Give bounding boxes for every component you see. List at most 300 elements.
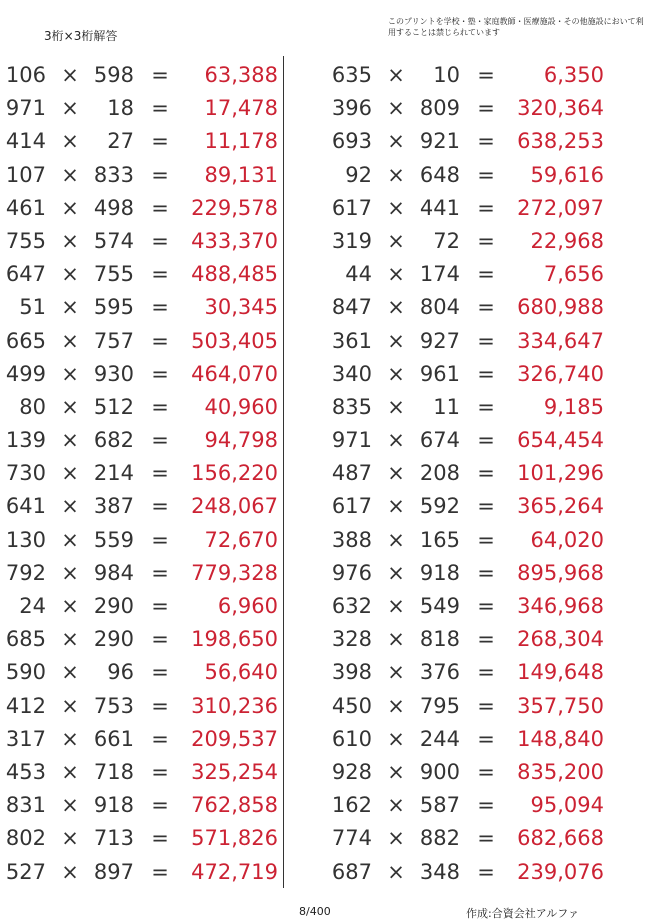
answer: 17,478 (204, 96, 278, 121)
answer: 503,405 (191, 328, 278, 353)
multiplicand: 730 (5, 461, 46, 486)
multiplier: 984 (93, 560, 134, 585)
equals-sign: = (477, 461, 495, 486)
answer: 94,798 (204, 428, 278, 453)
equals-sign: = (477, 262, 495, 287)
multiplier: 713 (93, 826, 134, 851)
problem-row (326, 258, 606, 291)
answer: 346,968 (517, 594, 604, 618)
multiplicand: 835 (331, 394, 372, 419)
multiplicand: 774 (331, 826, 372, 851)
multiplier: 27 (107, 129, 134, 154)
problem-row (326, 225, 606, 258)
usage-notice: このプリントを学校・塾・家庭教師・医療施設・その他施設において利用することは禁じられています (388, 17, 644, 37)
multiplier: 897 (93, 859, 134, 884)
answer: 59,616 (530, 162, 604, 187)
problem-row (0, 690, 280, 723)
times-sign: × (61, 96, 79, 121)
equals-sign: = (477, 793, 495, 818)
multiplier: 757 (93, 328, 134, 353)
multiplicand: 450 (331, 693, 372, 718)
multiplicand: 693 (331, 129, 372, 154)
equals-sign: = (151, 660, 169, 685)
problem-row (0, 822, 280, 855)
multiplicand: 665 (5, 328, 46, 353)
equals-sign: = (151, 826, 169, 851)
answer: 198,650 (191, 627, 278, 652)
multiplicand: 647 (5, 262, 46, 287)
times-sign: × (61, 361, 79, 386)
multiplicand: 802 (5, 826, 46, 851)
multiplicand: 632 (331, 594, 372, 618)
multiplier: 900 (419, 759, 460, 784)
times-sign: × (387, 660, 405, 685)
times-sign: × (387, 627, 405, 652)
multiplicand: 487 (331, 461, 372, 486)
multiplier: 718 (93, 759, 134, 784)
problem-row (326, 656, 606, 689)
problem-row (326, 623, 606, 656)
multiplicand: 610 (331, 726, 372, 751)
multiplier: 755 (93, 262, 134, 287)
answer: 149,648 (517, 660, 604, 685)
answer: 101,296 (517, 461, 604, 486)
multiplicand: 44 (345, 262, 372, 287)
multiplier: 918 (93, 793, 134, 818)
times-sign: × (387, 560, 405, 585)
answer: 325,254 (191, 759, 278, 784)
times-sign: × (61, 527, 79, 552)
times-sign: × (387, 361, 405, 386)
equals-sign: = (151, 228, 169, 253)
answer: 320,364 (517, 96, 604, 121)
multiplicand: 130 (5, 527, 46, 552)
times-sign: × (387, 195, 405, 220)
multiplier: 587 (419, 793, 460, 818)
problem-row (0, 391, 280, 424)
multiplier: 927 (419, 328, 460, 353)
equals-sign: = (151, 726, 169, 751)
problem-row (326, 557, 606, 590)
multiplier: 882 (419, 826, 460, 851)
equals-sign: = (151, 63, 169, 87)
times-sign: × (61, 494, 79, 519)
times-sign: × (61, 826, 79, 851)
answer: 638,253 (517, 129, 604, 154)
page-number: 8/400 (299, 905, 331, 918)
multiplicand: 162 (331, 793, 372, 818)
equals-sign: = (477, 129, 495, 154)
multiplier: 208 (419, 461, 460, 486)
problem-row (0, 524, 280, 557)
problem-row (0, 59, 280, 92)
multiplier: 165 (419, 527, 460, 552)
equals-sign: = (477, 859, 495, 884)
times-sign: × (61, 262, 79, 287)
multiplier: 930 (93, 361, 134, 386)
multiplier: 72 (433, 228, 460, 253)
times-sign: × (387, 262, 405, 287)
equals-sign: = (151, 594, 169, 618)
problem-row (0, 756, 280, 789)
multiplier: 290 (93, 594, 134, 618)
times-sign: × (61, 594, 79, 618)
equals-sign: = (151, 129, 169, 154)
times-sign: × (387, 693, 405, 718)
equals-sign: = (151, 96, 169, 121)
multiplicand: 361 (331, 328, 372, 353)
multiplicand: 398 (331, 660, 372, 685)
multiplier: 96 (107, 660, 134, 685)
multiplier: 595 (93, 295, 134, 320)
multiplicand: 971 (5, 96, 46, 121)
answer: 6,350 (543, 63, 604, 87)
problem-row (0, 92, 280, 125)
problem-row (326, 391, 606, 424)
equals-sign: = (151, 759, 169, 784)
multiplier: 244 (419, 726, 460, 751)
multiplicand: 412 (5, 693, 46, 718)
multiplicand: 106 (5, 63, 46, 87)
answer: 72,670 (204, 527, 278, 552)
times-sign: × (387, 494, 405, 519)
multiplicand: 396 (331, 96, 372, 121)
equals-sign: = (151, 627, 169, 652)
times-sign: × (61, 726, 79, 751)
multiplicand: 617 (331, 494, 372, 519)
multiplier: 809 (419, 96, 460, 121)
problem-row (326, 524, 606, 557)
multiplicand: 590 (5, 660, 46, 685)
equals-sign: = (477, 361, 495, 386)
times-sign: × (387, 96, 405, 121)
multiplier: 376 (419, 660, 460, 685)
answer: 680,988 (517, 295, 604, 320)
times-sign: × (61, 328, 79, 353)
equals-sign: = (477, 328, 495, 353)
multiplier: 795 (419, 693, 460, 718)
multiplicand: 414 (5, 129, 46, 154)
multiplicand: 453 (5, 759, 46, 784)
multiplicand: 641 (5, 494, 46, 519)
answer: 762,858 (191, 793, 278, 818)
problem-row (326, 358, 606, 391)
problem-row (0, 291, 280, 324)
problem-row (0, 457, 280, 490)
multiplicand: 24 (19, 594, 46, 618)
problem-row (0, 656, 280, 689)
answer: 7,656 (543, 262, 604, 287)
answer: 571,826 (191, 826, 278, 851)
equals-sign: = (477, 826, 495, 851)
times-sign: × (61, 162, 79, 187)
times-sign: × (61, 627, 79, 652)
times-sign: × (387, 228, 405, 253)
answer: 11,178 (204, 129, 278, 154)
times-sign: × (387, 63, 405, 87)
problem-row (0, 424, 280, 457)
problem-row (326, 325, 606, 358)
problem-row (0, 856, 280, 889)
multiplicand: 340 (331, 361, 372, 386)
multiplier: 818 (419, 627, 460, 652)
equals-sign: = (151, 361, 169, 386)
equals-sign: = (151, 494, 169, 519)
answer: 464,070 (191, 361, 278, 386)
equals-sign: = (477, 63, 495, 87)
problem-row (0, 590, 280, 623)
equals-sign: = (477, 96, 495, 121)
equals-sign: = (477, 162, 495, 187)
multiplier: 833 (93, 162, 134, 187)
problem-row (0, 557, 280, 590)
multiplicand: 319 (331, 228, 372, 253)
times-sign: × (61, 660, 79, 685)
equals-sign: = (477, 693, 495, 718)
multiplier: 549 (419, 594, 460, 618)
problem-row (0, 125, 280, 158)
multiplier: 918 (419, 560, 460, 585)
problem-row (0, 723, 280, 756)
equals-sign: = (477, 594, 495, 618)
problem-row (0, 225, 280, 258)
answer: 365,264 (517, 494, 604, 519)
answer: 310,236 (191, 693, 278, 718)
multiplier: 921 (419, 129, 460, 154)
problem-row (326, 92, 606, 125)
answer: 229,578 (191, 195, 278, 220)
answer: 30,345 (204, 295, 278, 320)
problem-row (326, 192, 606, 225)
problem-row (326, 723, 606, 756)
times-sign: × (61, 859, 79, 884)
answer: 9,185 (543, 394, 604, 419)
answer: 835,200 (517, 759, 604, 784)
multiplier: 10 (433, 63, 460, 87)
answer: 63,388 (204, 63, 278, 87)
times-sign: × (387, 129, 405, 154)
problem-row (326, 789, 606, 822)
multiplicand: 976 (331, 560, 372, 585)
problem-row (0, 258, 280, 291)
times-sign: × (387, 328, 405, 353)
answer: 895,968 (517, 560, 604, 585)
problem-row (0, 490, 280, 523)
equals-sign: = (477, 195, 495, 220)
multiplicand: 635 (331, 63, 372, 87)
multiplicand: 755 (5, 228, 46, 253)
page-title: 3桁×3桁解答 (44, 29, 118, 43)
multiplicand: 328 (331, 627, 372, 652)
multiplier: 18 (107, 96, 134, 121)
equals-sign: = (151, 693, 169, 718)
answer: 334,647 (517, 328, 604, 353)
answer: 22,968 (530, 228, 604, 253)
equals-sign: = (477, 428, 495, 453)
times-sign: × (387, 793, 405, 818)
problem-row (0, 325, 280, 358)
equals-sign: = (151, 461, 169, 486)
equals-sign: = (477, 494, 495, 519)
multiplier: 441 (419, 195, 460, 220)
right-problem-column (326, 59, 606, 889)
problem-row (326, 690, 606, 723)
multiplicand: 499 (5, 361, 46, 386)
equals-sign: = (477, 228, 495, 253)
answer: 148,840 (517, 726, 604, 751)
equals-sign: = (477, 560, 495, 585)
times-sign: × (61, 63, 79, 87)
times-sign: × (387, 527, 405, 552)
multiplier: 512 (93, 394, 134, 419)
multiplier: 961 (419, 361, 460, 386)
problem-row (326, 291, 606, 324)
multiplier: 290 (93, 627, 134, 652)
problem-row (0, 159, 280, 192)
equals-sign: = (477, 726, 495, 751)
equals-sign: = (477, 394, 495, 419)
multiplier: 574 (93, 228, 134, 253)
equals-sign: = (151, 394, 169, 419)
multiplicand: 685 (5, 627, 46, 652)
equals-sign: = (151, 793, 169, 818)
answer: 95,094 (530, 793, 604, 818)
times-sign: × (61, 693, 79, 718)
equals-sign: = (477, 627, 495, 652)
times-sign: × (61, 461, 79, 486)
equals-sign: = (151, 859, 169, 884)
multiplier: 598 (93, 63, 134, 87)
times-sign: × (61, 129, 79, 154)
times-sign: × (61, 759, 79, 784)
answer: 654,454 (517, 428, 604, 453)
multiplier: 804 (419, 295, 460, 320)
times-sign: × (387, 295, 405, 320)
times-sign: × (387, 726, 405, 751)
times-sign: × (61, 560, 79, 585)
multiplicand: 792 (5, 560, 46, 585)
multiplicand: 51 (19, 295, 46, 320)
multiplicand: 461 (5, 195, 46, 220)
multiplicand: 107 (5, 162, 46, 187)
times-sign: × (61, 793, 79, 818)
problem-row (326, 424, 606, 457)
times-sign: × (61, 195, 79, 220)
multiplicand: 928 (331, 759, 372, 784)
publisher-credit: 作成:合資会社アルファ (466, 907, 580, 920)
times-sign: × (387, 826, 405, 851)
equals-sign: = (151, 195, 169, 220)
problem-row (326, 822, 606, 855)
multiplier: 348 (419, 859, 460, 884)
answer: 64,020 (530, 527, 604, 552)
equals-sign: = (151, 162, 169, 187)
problem-row (326, 490, 606, 523)
multiplicand: 847 (331, 295, 372, 320)
answer: 6,960 (217, 594, 278, 618)
column-divider (283, 56, 284, 888)
equals-sign: = (477, 759, 495, 784)
answer: 357,750 (517, 693, 604, 718)
multiplier: 559 (93, 527, 134, 552)
problem-row (326, 856, 606, 889)
multiplicand: 80 (19, 394, 46, 419)
multiplier: 661 (93, 726, 134, 751)
multiplicand: 92 (345, 162, 372, 187)
multiplier: 592 (419, 494, 460, 519)
multiplicand: 317 (5, 726, 46, 751)
answer: 40,960 (204, 394, 278, 419)
answer: 239,076 (517, 859, 604, 884)
multiplicand: 139 (5, 428, 46, 453)
answer: 779,328 (191, 560, 278, 585)
answer: 326,740 (517, 361, 604, 386)
multiplicand: 617 (331, 195, 372, 220)
problem-row (326, 159, 606, 192)
multiplier: 11 (433, 394, 460, 419)
equals-sign: = (151, 560, 169, 585)
equals-sign: = (151, 262, 169, 287)
left-problem-column (0, 59, 280, 889)
problem-row (326, 457, 606, 490)
multiplicand: 388 (331, 527, 372, 552)
answer: 472,719 (191, 859, 278, 884)
multiplicand: 831 (5, 793, 46, 818)
equals-sign: = (477, 527, 495, 552)
problem-row (326, 756, 606, 789)
problem-row (0, 789, 280, 822)
problem-row (326, 590, 606, 623)
equals-sign: = (477, 295, 495, 320)
times-sign: × (387, 594, 405, 618)
problem-row (0, 623, 280, 656)
answer: 156,220 (191, 461, 278, 486)
times-sign: × (387, 759, 405, 784)
answer: 209,537 (191, 726, 278, 751)
multiplier: 214 (93, 461, 134, 486)
multiplier: 682 (93, 428, 134, 453)
multiplier: 174 (419, 262, 460, 287)
equals-sign: = (477, 660, 495, 685)
times-sign: × (387, 859, 405, 884)
times-sign: × (61, 394, 79, 419)
answer: 272,097 (517, 195, 604, 220)
times-sign: × (387, 394, 405, 419)
problem-row (0, 358, 280, 391)
equals-sign: = (151, 527, 169, 552)
answer: 56,640 (204, 660, 278, 685)
equals-sign: = (151, 295, 169, 320)
times-sign: × (61, 228, 79, 253)
multiplier: 674 (419, 428, 460, 453)
answer: 488,485 (191, 262, 278, 287)
multiplicand: 527 (5, 859, 46, 884)
problem-row (0, 192, 280, 225)
times-sign: × (387, 428, 405, 453)
multiplicand: 971 (331, 428, 372, 453)
multiplicand: 687 (331, 859, 372, 884)
problem-row (326, 125, 606, 158)
answer: 268,304 (517, 627, 604, 652)
equals-sign: = (151, 328, 169, 353)
multiplier: 387 (93, 494, 134, 519)
times-sign: × (61, 428, 79, 453)
problem-row (326, 59, 606, 92)
multiplier: 498 (93, 195, 134, 220)
answer: 682,668 (517, 826, 604, 851)
multiplier: 648 (419, 162, 460, 187)
answer: 433,370 (191, 228, 278, 253)
